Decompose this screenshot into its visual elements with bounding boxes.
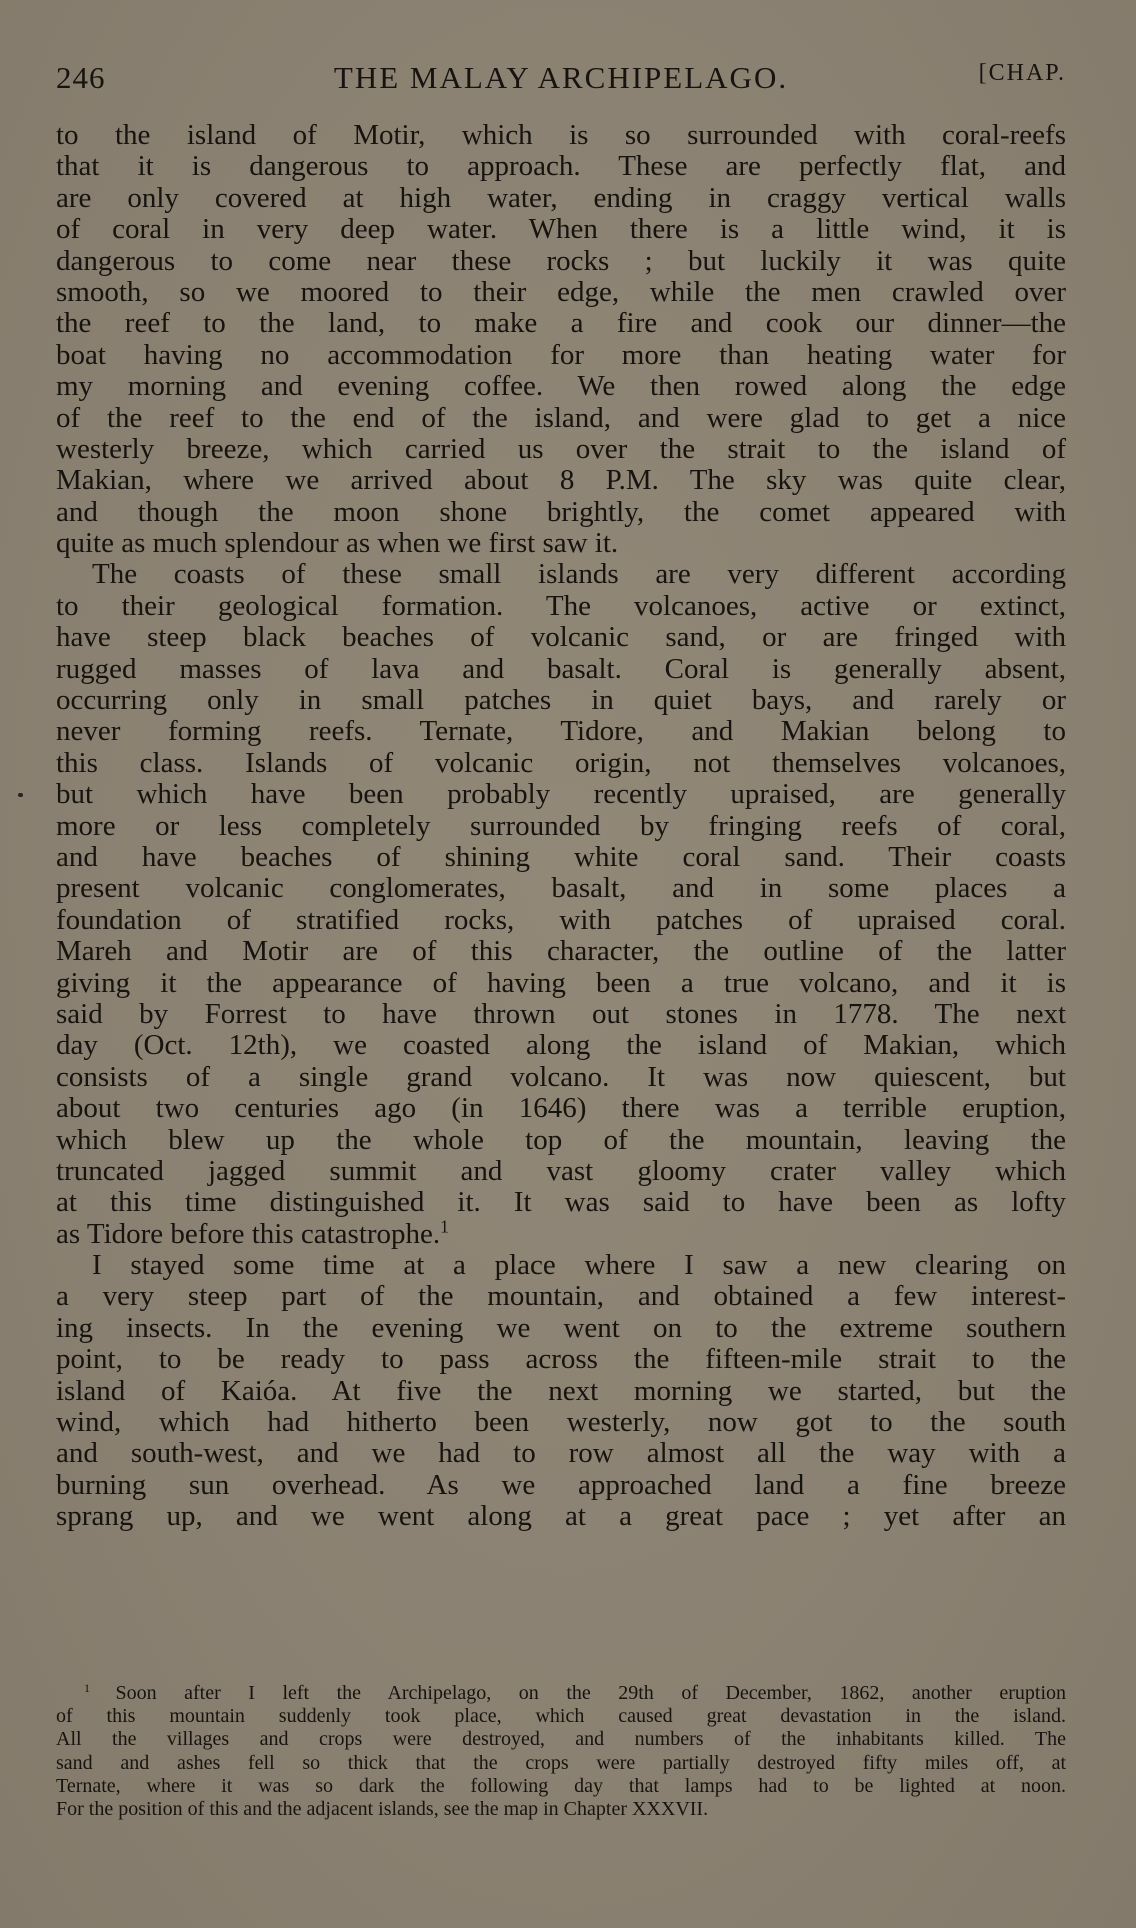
text-line [56,1313,1066,1344]
text-line-content: ing insects. In the evening we went on to the extreme southern [56,1311,1066,1344]
text-line-content: The coasts of these small islands are very different according [92,558,1066,591]
margin-mark [18,793,23,797]
text-line [56,1250,1066,1281]
text-line [56,811,1066,842]
footnote [56,1682,1066,1821]
text-line [56,277,1066,308]
text-line [56,1093,1066,1124]
body-text [56,120,1066,1533]
running-header [56,52,1066,96]
text-line [56,183,1066,214]
text-line [56,779,1066,810]
text-line [56,1376,1066,1407]
text-line [56,1216,1066,1250]
text-line [56,1501,1066,1532]
text-line [56,716,1066,747]
text-line-content: consists of a single grand volcano. It was now quiescent, but [56,1060,1066,1093]
text-line-content: burning sun overhead. As we approached land a fine breeze [56,1468,1066,1501]
text-line-content: the reef to the land, to make a fire and cook our dinner—the [56,307,1066,340]
text-line-content: day (Oct. 12th), we coasted along the island of Makian, which [56,1029,1066,1062]
text-line-content: have steep black beaches of volcanic sand, or are fringed with [56,621,1066,654]
footnote-line-content: Soon after I left the Archipelago, on the 29th of December, 1862, another eruption [115,1682,1066,1704]
text-line [56,497,1066,528]
text-line [56,371,1066,402]
text-line [56,120,1066,151]
text-line-content: at this time distinguished it. It was said to have been as lofty [56,1186,1066,1219]
text-line-content: present volcanic conglomerates, basalt, and in some places a [56,872,1066,905]
text-line-content: and south-west, and we had to row almost all the way with a [56,1437,1066,1470]
text-line-content: smooth, so we moored to their edge, while the men crawled over [56,275,1066,308]
text-line-content: which blew up the whole top of the mountain, leaving the [56,1123,1066,1156]
footnote-marker: 1 [84,1680,116,1695]
text-line-content: a very steep part of the mountain, and obtained a few interest- [56,1280,1066,1313]
footnote-line-content: All the villages and crops were destroyed, and numbers of the inhabitants killed. The [56,1728,1066,1751]
text-line-content: Makian, where we arrived about 8 P.M. The sky was quite clear, [56,464,1066,497]
text-line-content: westerly breeze, which carried us over the strait to the island of [56,432,1066,465]
footnote-line-content: sand and ashes fell so thick that the crops were partially destroyed fifty miles off, at [56,1751,1066,1774]
text-line-content: foundation of stratified rocks, with patches of upraised coral. [56,903,1066,936]
text-line [56,340,1066,371]
text-line-content: and though the moon shone brightly, the comet appeared with [56,495,1066,528]
text-line [56,308,1066,339]
text-line [56,748,1066,779]
footnote-line-content: Ternate, where it was so dark the following day that lamps had to be lighted at noon. [56,1774,1066,1797]
text-line [56,968,1066,999]
text-line-content: boat having no accommodation for more than heating water for [56,338,1066,371]
text-line [56,685,1066,716]
text-line-content: more or less completely surrounded by fringing reefs of coral, [56,809,1066,842]
text-line [56,151,1066,182]
chapter-mark: [CHAP. [978,60,1066,86]
text-line [56,1281,1066,1312]
text-line-content: never forming reefs. Ternate, Tidore, and Makian belong to [56,715,1066,748]
text-line [56,873,1066,904]
text-line-content: to their geological formation. The volcanoes, active or extinct, [56,589,1066,622]
text-line [56,999,1066,1030]
text-line [56,1062,1066,1093]
text-line [56,559,1066,590]
text-line-content: my morning and evening coffee. We then rowed along the edge [56,370,1066,403]
text-line-content: island of Kaióa. At five the next morning we started, but the [56,1374,1066,1407]
running-title: THE MALAY ARCHIPELAGO. [333,60,789,95]
text-line [56,654,1066,685]
text-line-content: but which have been probably recently upraised, are generally [56,778,1066,811]
text-line [56,936,1066,967]
text-line-content: quite as much splendour as when we first saw it. [56,527,619,560]
text-line-content: as Tidore before this catastrophe. [56,1217,441,1250]
footnote-line [56,1775,1066,1798]
text-line [56,403,1066,434]
text-line [56,622,1066,653]
text-line-content: are only covered at high water, ending in craggy vertical walls [56,181,1066,214]
text-line-content: said by Forrest to have thrown out stones in 1778. The next [56,997,1066,1030]
text-line-content: point, to be ready to pass across the fifteen-mile strait to the [56,1343,1066,1376]
footnote-reference[interactable]: 1 [440,1216,449,1237]
footnote-line [56,1682,1066,1705]
text-line-content: to the island of Motir, which is so surrounded with coral-reefs [56,119,1066,151]
page-number: 246 [56,60,106,95]
text-line-content: sprang up, and we went along at a great pace ; yet after an [56,1500,1066,1533]
text-line [56,465,1066,496]
text-line [56,1125,1066,1156]
text-line [56,1030,1066,1061]
text-line [56,905,1066,936]
text-line-content: giving it the appearance of having been a true volcano, and it is [56,966,1066,999]
text-line [56,434,1066,465]
text-line [56,214,1066,245]
text-line [56,528,1066,559]
text-line-content: occurring only in small patches in quiet bays, and rarely or [56,684,1066,717]
text-line-content: of the reef to the end of the island, and were glad to get a nice [56,401,1066,434]
text-line-content: and have beaches of shining white coral sand. Their coasts [56,840,1066,873]
footnote-line-content: of this mountain suddenly took place, which caused great devastation in the island. [56,1705,1066,1728]
text-line [56,1156,1066,1187]
text-line [56,1187,1066,1218]
text-line [56,1407,1066,1438]
text-line-content: about two centuries ago (in 1646) there was a terrible eruption, [56,1092,1066,1125]
text-line-content: this class. Islands of volcanic origin, not themselves volcanoes, [56,746,1066,779]
footnote-line [56,1728,1066,1751]
text-line [56,1438,1066,1469]
text-line-content: Mareh and Motir are of this character, the outline of the latter [56,935,1066,968]
text-line-content: of coral in very deep water. When there is a little wind, it is [56,213,1066,246]
text-line [56,246,1066,277]
footnote-line [56,1752,1066,1775]
text-line-content: rugged masses of lava and basalt. Coral is generally absent, [56,652,1066,685]
text-line-content: truncated jagged summit and vast gloomy crater valley which [56,1154,1066,1187]
footnote-line-content: For the position of this and the adjacent islands, see the map in Chapter XXXVII. [56,1797,709,1820]
text-line [56,591,1066,622]
text-line [56,1470,1066,1501]
text-line [56,842,1066,873]
text-line-content: that it is dangerous to approach. These are perfectly flat, and [56,150,1066,183]
text-line-content: wind, which had hitherto been westerly, now got to the south [56,1406,1066,1439]
footnote-line [56,1705,1066,1728]
text-line-content: dangerous to come near these rocks ; but luckily it was quite [56,244,1066,277]
text-line-content: I stayed some time at a place where I saw a new clearing on [92,1249,1066,1282]
footnote-line [56,1798,1066,1821]
text-line [56,1344,1066,1375]
